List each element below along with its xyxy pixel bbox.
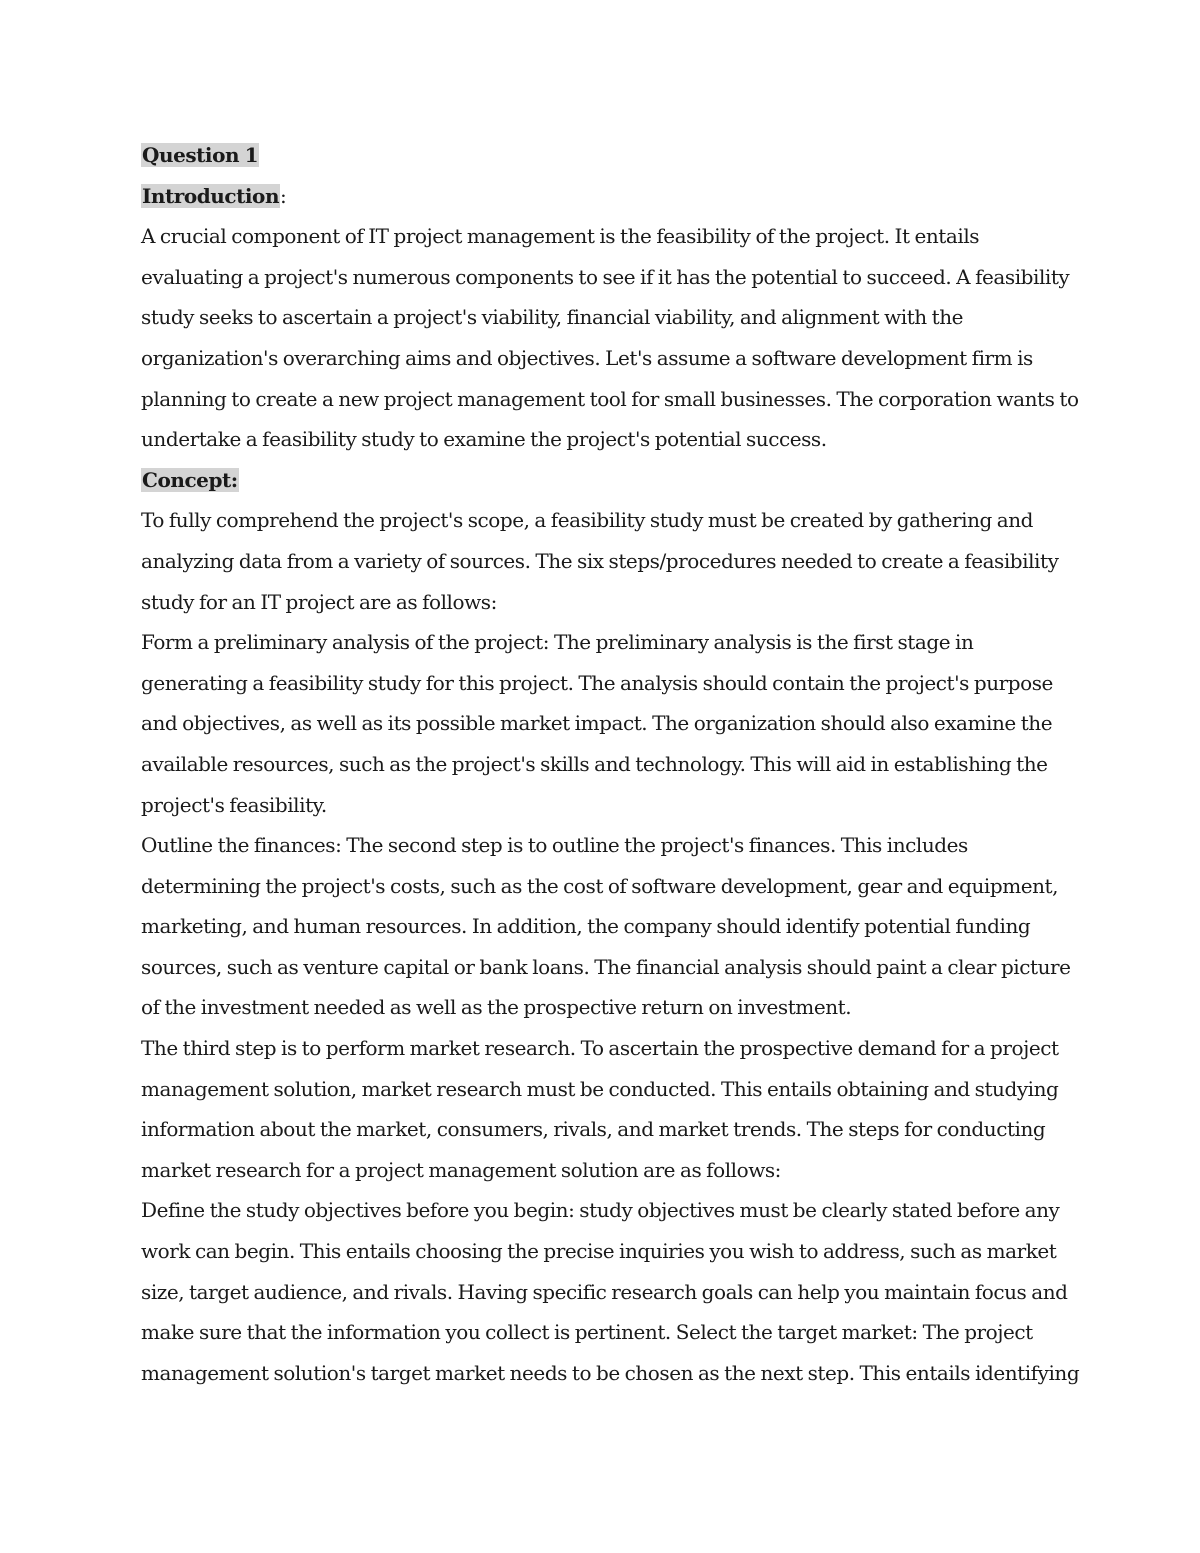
- concept-line: Form a preliminary analysis of the project: The preliminary analysis is the first stage in: [141, 630, 974, 655]
- concept-line: generating a feasibility study for this project. The analysis should contain the project's purpose: [141, 670, 1053, 695]
- intro-line: evaluating a project's numerous components to see if it has the potential to succeed. A feasibility: [141, 264, 1070, 289]
- concept-line: make sure that the information you collect is pertinent. Select the target market: The project: [141, 1320, 1033, 1345]
- concept-line: project's feasibility.: [141, 792, 327, 817]
- intro-heading-line: [141, 176, 1071, 217]
- concept-line: size, target audience, and rivals. Having specific research goals can help you maintain focus and: [141, 1279, 1068, 1304]
- concept-line: and objectives, as well as its possible market impact. The organization should also examine the: [141, 711, 1053, 736]
- intro-line: study seeks to ascertain a project's viability, financial viability, and alignment with the: [141, 305, 964, 330]
- intro-line: planning to create a new project management tool for small businesses. The corporation wants to: [141, 386, 1079, 411]
- concept-line: work can begin. This entails choosing the precise inquiries you wish to address, such as market: [141, 1239, 1057, 1264]
- concept-line: management solution, market research must be conducted. This entails obtaining and studying: [141, 1076, 1059, 1101]
- intro-line: undertake a feasibility study to examine the project's potential success.: [141, 427, 827, 452]
- concept-heading-line: [141, 460, 1071, 501]
- intro-line: organization's overarching aims and objectives. Let's assume a software development firm is: [141, 345, 1033, 370]
- concept-line: management solution's target market needs to be chosen as the next step. This entails identifying: [141, 1360, 1080, 1385]
- concept-line: information about the market, consumers, rivals, and market trends. The steps for conducting: [141, 1117, 1046, 1142]
- concept-line: determining the project's costs, such as the cost of software development, gear and equipment,: [141, 873, 1059, 898]
- concept-line: sources, such as venture capital or bank loans. The financial analysis should paint a clear picture: [141, 954, 1071, 979]
- concept-line: Define the study objectives before you begin: study objectives must be clearly stated before any: [141, 1198, 1060, 1223]
- concept-heading: Concept:: [142, 467, 238, 492]
- concept-line: Outline the finances: The second step is to outline the project's finances. This includes: [141, 833, 968, 858]
- concept-line: market research for a project management solution are as follows:: [141, 1157, 781, 1182]
- document-page: [141, 135, 1080, 1393]
- question-heading: Question 1: [142, 143, 259, 167]
- concept-line: To fully comprehend the project's scope, a feasibility study must be created by gathering and: [141, 508, 1034, 533]
- introduction-colon: :: [280, 183, 287, 208]
- concept-line: analyzing data from a variety of sources. The six steps/procedures needed to create a feasibility: [141, 548, 1059, 573]
- question-heading-line: [141, 135, 1071, 176]
- introduction-heading: Introduction: [142, 183, 280, 208]
- concept-line: The third step is to perform market research. To ascertain the prospective demand for a project: [141, 1036, 1059, 1061]
- concept-line: study for an IT project are as follows:: [141, 589, 497, 614]
- concept-line: available resources, such as the project's skills and technology. This will aid in establishing the: [141, 751, 1048, 776]
- concept-line: marketing, and human resources. In addition, the company should identify potential funding: [141, 914, 1031, 939]
- intro-line: A crucial component of IT project management is the feasibility of the project. It entails: [141, 224, 980, 249]
- concept-line: of the investment needed as well as the prospective return on investment.: [141, 995, 852, 1020]
